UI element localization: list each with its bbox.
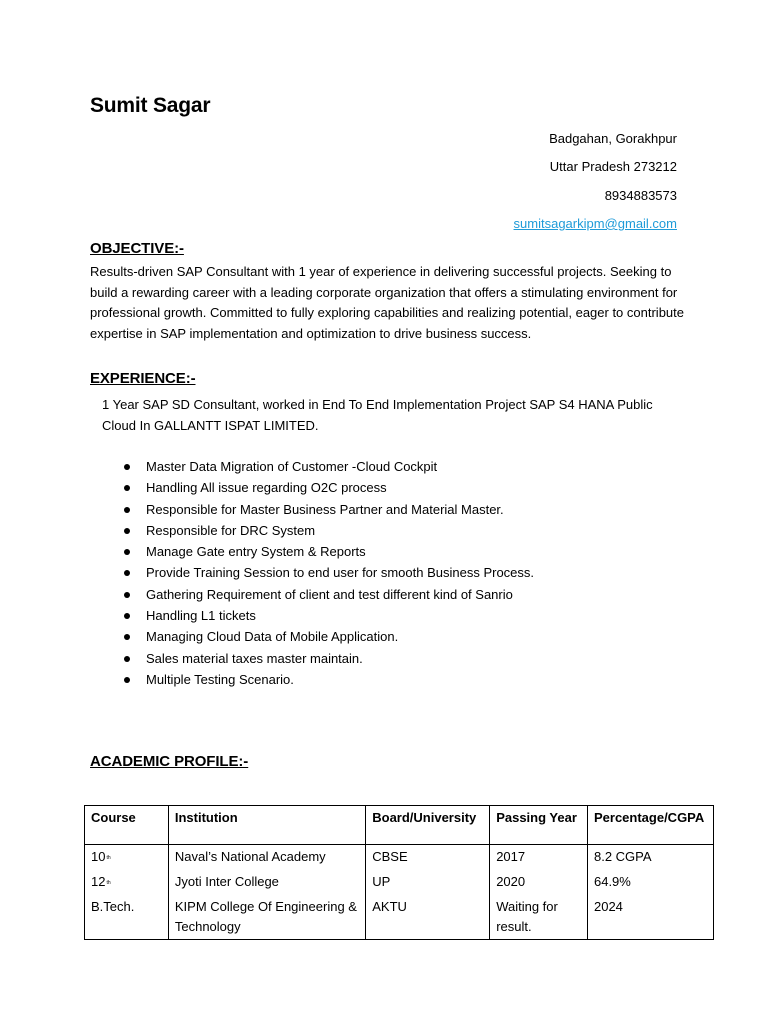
score-cell: 64.9%	[587, 870, 713, 895]
table-row	[85, 870, 714, 895]
course-cell: 10th	[85, 845, 169, 871]
bullet-icon	[124, 528, 130, 534]
board-cell: CBSE	[366, 845, 490, 871]
bullet-icon	[124, 485, 130, 491]
list-item: Managing Cloud Data of Mobile Application.	[102, 626, 534, 647]
phone-number: 8934883573	[604, 187, 677, 203]
address-line-2: Uttar Pradesh 273212	[549, 159, 677, 175]
experience-intro: 1 Year SAP SD Consultant, worked in End To End Implementation Project SAP S4 HANA Public Cloud In GALLANTT ISPAT LIMITED.	[102, 397, 653, 433]
table-row	[85, 895, 714, 940]
year-cell: Waiting for result.	[490, 895, 588, 940]
bullet-icon	[124, 656, 130, 662]
bullet-icon	[124, 613, 130, 619]
column-header: Course	[85, 806, 169, 845]
list-item: Sales material taxes master maintain.	[102, 648, 534, 669]
column-header: Percentage/CGPA	[587, 806, 713, 845]
board-cell: UP	[366, 870, 490, 895]
column-header: Board/University	[366, 806, 490, 845]
list-item: Gathering Requirement of client and test different kind of Sanrio	[102, 584, 534, 605]
list-item: Responsible for Master Business Partner and Material Master.	[102, 499, 534, 520]
academic-table	[84, 805, 714, 940]
list-item: Manage Gate entry System & Reports	[102, 541, 534, 562]
bullet-icon	[124, 464, 130, 470]
objective-text: Results-driven SAP Consultant with 1 year of experience in delivering successful projects. Seeking to build a rewarding career with a leading corporate organization that offers a stimulating environment for professional growth. Committed to fully exploring capabilities and realizing potential, eager to contribute expertise in SAP implementation and optimization to drive business success.	[90, 264, 684, 341]
year-cell: 2017	[490, 845, 588, 871]
bullet-icon	[124, 507, 130, 513]
institution-cell: Jyoti Inter College	[168, 870, 365, 895]
email-link[interactable]: sumitsagarkipm@gmail.com	[513, 215, 677, 231]
course-cell: B.Tech.	[85, 895, 169, 940]
objective-heading: OBJECTIVE:-	[90, 240, 184, 257]
bullet-icon	[124, 592, 130, 598]
list-item: Master Data Migration of Customer -Cloud Cockpit	[102, 456, 534, 477]
academic-heading: ACADEMIC PROFILE:-	[90, 753, 249, 770]
course-cell: 12th	[85, 870, 169, 895]
contact-block	[514, 125, 677, 238]
bullet-icon	[124, 549, 130, 555]
table-header-row	[85, 806, 714, 845]
list-item: Provide Training Session to end user for smooth Business Process.	[102, 562, 534, 583]
score-cell: 2024	[587, 895, 713, 940]
list-item: Handling L1 tickets	[102, 605, 534, 626]
bullet-icon	[124, 677, 130, 683]
column-header: Institution	[168, 806, 365, 845]
board-cell: AKTU	[366, 895, 490, 940]
list-item: Responsible for DRC System	[102, 520, 534, 541]
bullet-icon	[124, 570, 130, 576]
score-cell: 8.2 CGPA	[587, 845, 713, 871]
list-item: Multiple Testing Scenario.	[102, 669, 534, 690]
bullet-icon	[124, 634, 130, 640]
column-header: Passing Year	[490, 806, 588, 845]
address-line-1: Badgahan, Gorakhpur	[549, 131, 677, 146]
institution-cell: Naval’s National Academy	[168, 845, 365, 871]
experience-list	[102, 456, 534, 690]
year-cell: 2020	[490, 870, 588, 895]
table-row	[85, 845, 714, 871]
institution-cell: KIPM College Of Engineering & Technology	[168, 895, 365, 940]
list-item: Handling All issue regarding O2C process	[102, 477, 534, 498]
candidate-name: Sumit Sagar	[90, 94, 211, 117]
experience-heading: EXPERIENCE:-	[90, 370, 196, 387]
